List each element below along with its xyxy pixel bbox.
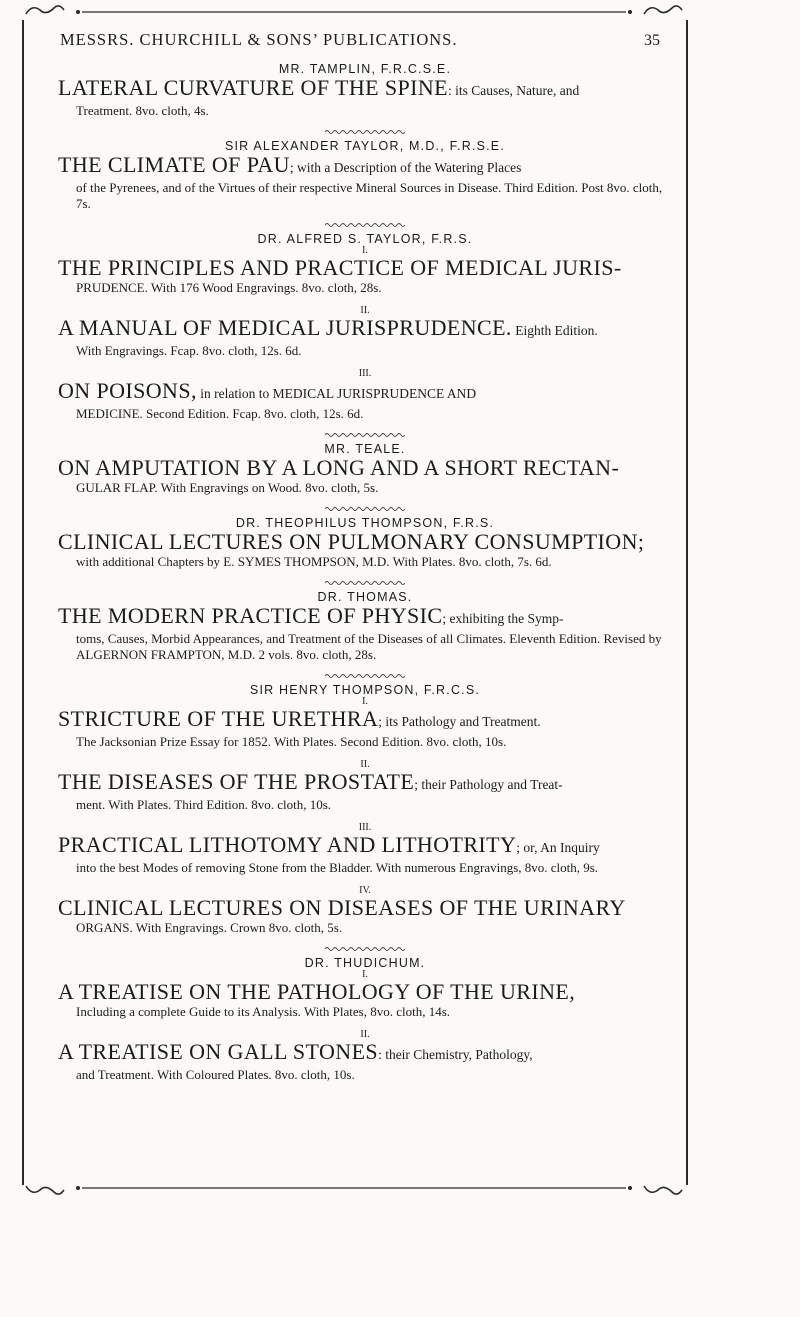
title-text: THE MODERN PRACTICE OF PHYSIC [58,603,443,628]
running-head [60,30,660,50]
publication-details: ment. With Plates. Third Edition. 8vo. cloth, 10s. [76,797,332,812]
running-head-title: MESSRS. CHURCHILL & SONS’ PUBLICATIONS. [60,30,458,49]
publication-entry [58,306,672,359]
author-name: SIR HENRY THOMPSON, F.R.C.S. [249,683,481,697]
publication-title [58,379,672,406]
publication-details: ORGANS. With Engravings. Crown 8vo. cloth, 5s. [76,920,343,935]
publication-title [58,256,672,280]
title-text: A TREATISE ON THE PATHOLOGY OF THE URINE, [58,979,576,1004]
author-section [58,506,672,570]
title-text: A MANUAL OF MEDICAL JURISPRUDENCE. [58,315,512,340]
volume-numeral: III. [358,368,372,379]
publication-entry [58,604,672,663]
author-name: DR. THUDICHUM. [304,956,426,970]
title-subtitle: in relation to MEDICAL JURISPRUDENCE AND [196,386,477,401]
author-section [58,222,672,422]
volume-numeral: IV. [359,885,371,896]
section-divider [325,222,405,228]
title-subtitle: ; or, An Inquiry [516,840,600,855]
volume-numeral: II. [360,759,370,770]
section-divider [325,129,405,135]
publication-entry [58,970,672,1020]
author-section [58,946,672,1083]
publication-details: with additional Chapters by E. SYMES THOMPSON, M.D. With Plates. 8vo. cloth, 7s. 6d. [76,554,552,569]
author-name: DR. THEOPHILUS THOMPSON, F.R.S. [235,516,495,530]
title-subtitle: ; its Pathology and Treatment. [378,714,541,729]
publication-title [58,153,672,180]
publication-entry [58,823,672,876]
title-text: PRACTICAL LITHOTOMY AND LITHOTRITY [58,832,517,857]
publication-details: of the Pyrenees, and of the Virtues of their respective Mineral Sources in Disease. Third Edition. Post 8vo. cloth, 7s. [76,180,663,211]
volume-numeral: I. [362,696,368,707]
catalogue-content [58,62,672,1093]
publication-details: The Jacksonian Prize Essay for 1852. With Plates. Second Edition. 8vo. cloth, 10s. [76,734,507,749]
author-name: MR. TEALE. [324,442,406,456]
publication-details: Treatment. 8vo. cloth, 4s. [76,103,209,118]
author-section [58,673,672,936]
publication-title [58,316,672,343]
title-subtitle: ; with a Description of the Watering Places [289,160,522,175]
publication-details: Including a complete Guide to its Analysis. With Plates, 8vo. cloth, 14s. [76,1004,451,1019]
author-section [58,129,672,212]
author-section [58,432,672,496]
right-border-rule [686,20,688,1185]
section-divider [325,580,405,586]
publication-entry [58,886,672,936]
publication-title [58,604,672,631]
publication-entry [58,246,672,296]
publication-entry [58,530,672,570]
title-subtitle: : its Causes, Nature, and [447,83,580,98]
publication-entry [58,456,672,496]
ornamental-border-bottom [18,1180,690,1198]
publication-title [58,707,672,734]
volume-numeral: II. [360,1029,370,1040]
title-text: THE CLIMATE OF PAU [58,152,290,177]
publication-entry [58,369,672,422]
title-subtitle: Eighth Edition. [511,323,598,338]
publication-entry [58,697,672,750]
title-text: CLINICAL LECTURES ON DISEASES OF THE URINARY [58,895,626,920]
publication-title [58,1040,672,1067]
page-number: 35 [644,32,660,49]
publication-details: With Engravings. Fcap. 8vo. cloth, 12s. 6d. [76,343,302,358]
section-divider [325,432,405,438]
publication-details: PRUDENCE. With 176 Wood Engravings. 8vo. cloth, 28s. [76,280,382,295]
publication-title [58,980,672,1004]
title-subtitle: ; their Pathology and Treat- [414,777,563,792]
section-divider [325,946,405,952]
publication-entry [58,76,672,119]
publication-title [58,76,672,103]
ornamental-border-top [18,2,690,20]
publication-title [58,456,672,480]
volume-numeral: I. [362,969,368,980]
volume-numeral: II. [360,305,370,316]
publication-entry [58,153,672,212]
publication-details: GULAR FLAP. With Engravings on Wood. 8vo. cloth, 5s. [76,480,379,495]
title-text: ON AMPUTATION BY A LONG AND A SHORT RECTAN- [58,455,620,480]
title-subtitle: : their Chemistry, Pathology, [378,1047,533,1062]
title-text: THE PRINCIPLES AND PRACTICE OF MEDICAL JURIS- [58,255,622,280]
publication-entry [58,760,672,813]
publication-title [58,770,672,797]
author-name: DR. ALFRED S. TAYLOR, F.R.S. [257,232,473,246]
volume-numeral: I. [362,245,368,256]
publication-details: and Treatment. With Coloured Plates. 8vo. cloth, 10s. [76,1067,355,1082]
title-text: CLINICAL LECTURES ON PULMONARY CONSUMPTION; [58,529,645,554]
left-border-rule [22,20,24,1185]
publication-title [58,896,672,920]
publication-details: MEDICINE. Second Edition. Fcap. 8vo. cloth, 12s. 6d. [76,406,364,421]
publication-details: into the best Modes of removing Stone from the Bladder. With numerous Engravings, 8vo. cloth, 9s. [76,860,599,875]
publication-title [58,530,672,554]
title-subtitle: ; exhibiting the Symp- [442,611,564,626]
author-name: MR. TAMPLIN, F.R.C.S.E. [278,62,452,76]
author-section [58,62,672,119]
title-text: STRICTURE OF THE URETHRA [58,706,379,731]
publication-details: toms, Causes, Morbid Appearances, and Treatment of the Diseases of all Climates. Eleventh Edition. Revised by ALGERNON FRAMPTON, M.D. 2 vols. 8vo. cloth, 28s. [76,631,662,662]
author-name: SIR ALEXANDER TAYLOR, M.D., F.R.S.E. [224,139,506,153]
publication-title [58,833,672,860]
volume-numeral: III. [358,822,372,833]
title-text: THE DISEASES OF THE PROSTATE [58,769,415,794]
author-section [58,580,672,663]
section-divider [325,506,405,512]
section-divider [325,673,405,679]
publication-entry [58,1030,672,1083]
title-text: ON POISONS, [58,378,197,403]
author-name: DR. THOMAS. [317,590,413,604]
title-text: LATERAL CURVATURE OF THE SPINE [58,75,448,100]
title-text: A TREATISE ON GALL STONES [58,1039,379,1064]
